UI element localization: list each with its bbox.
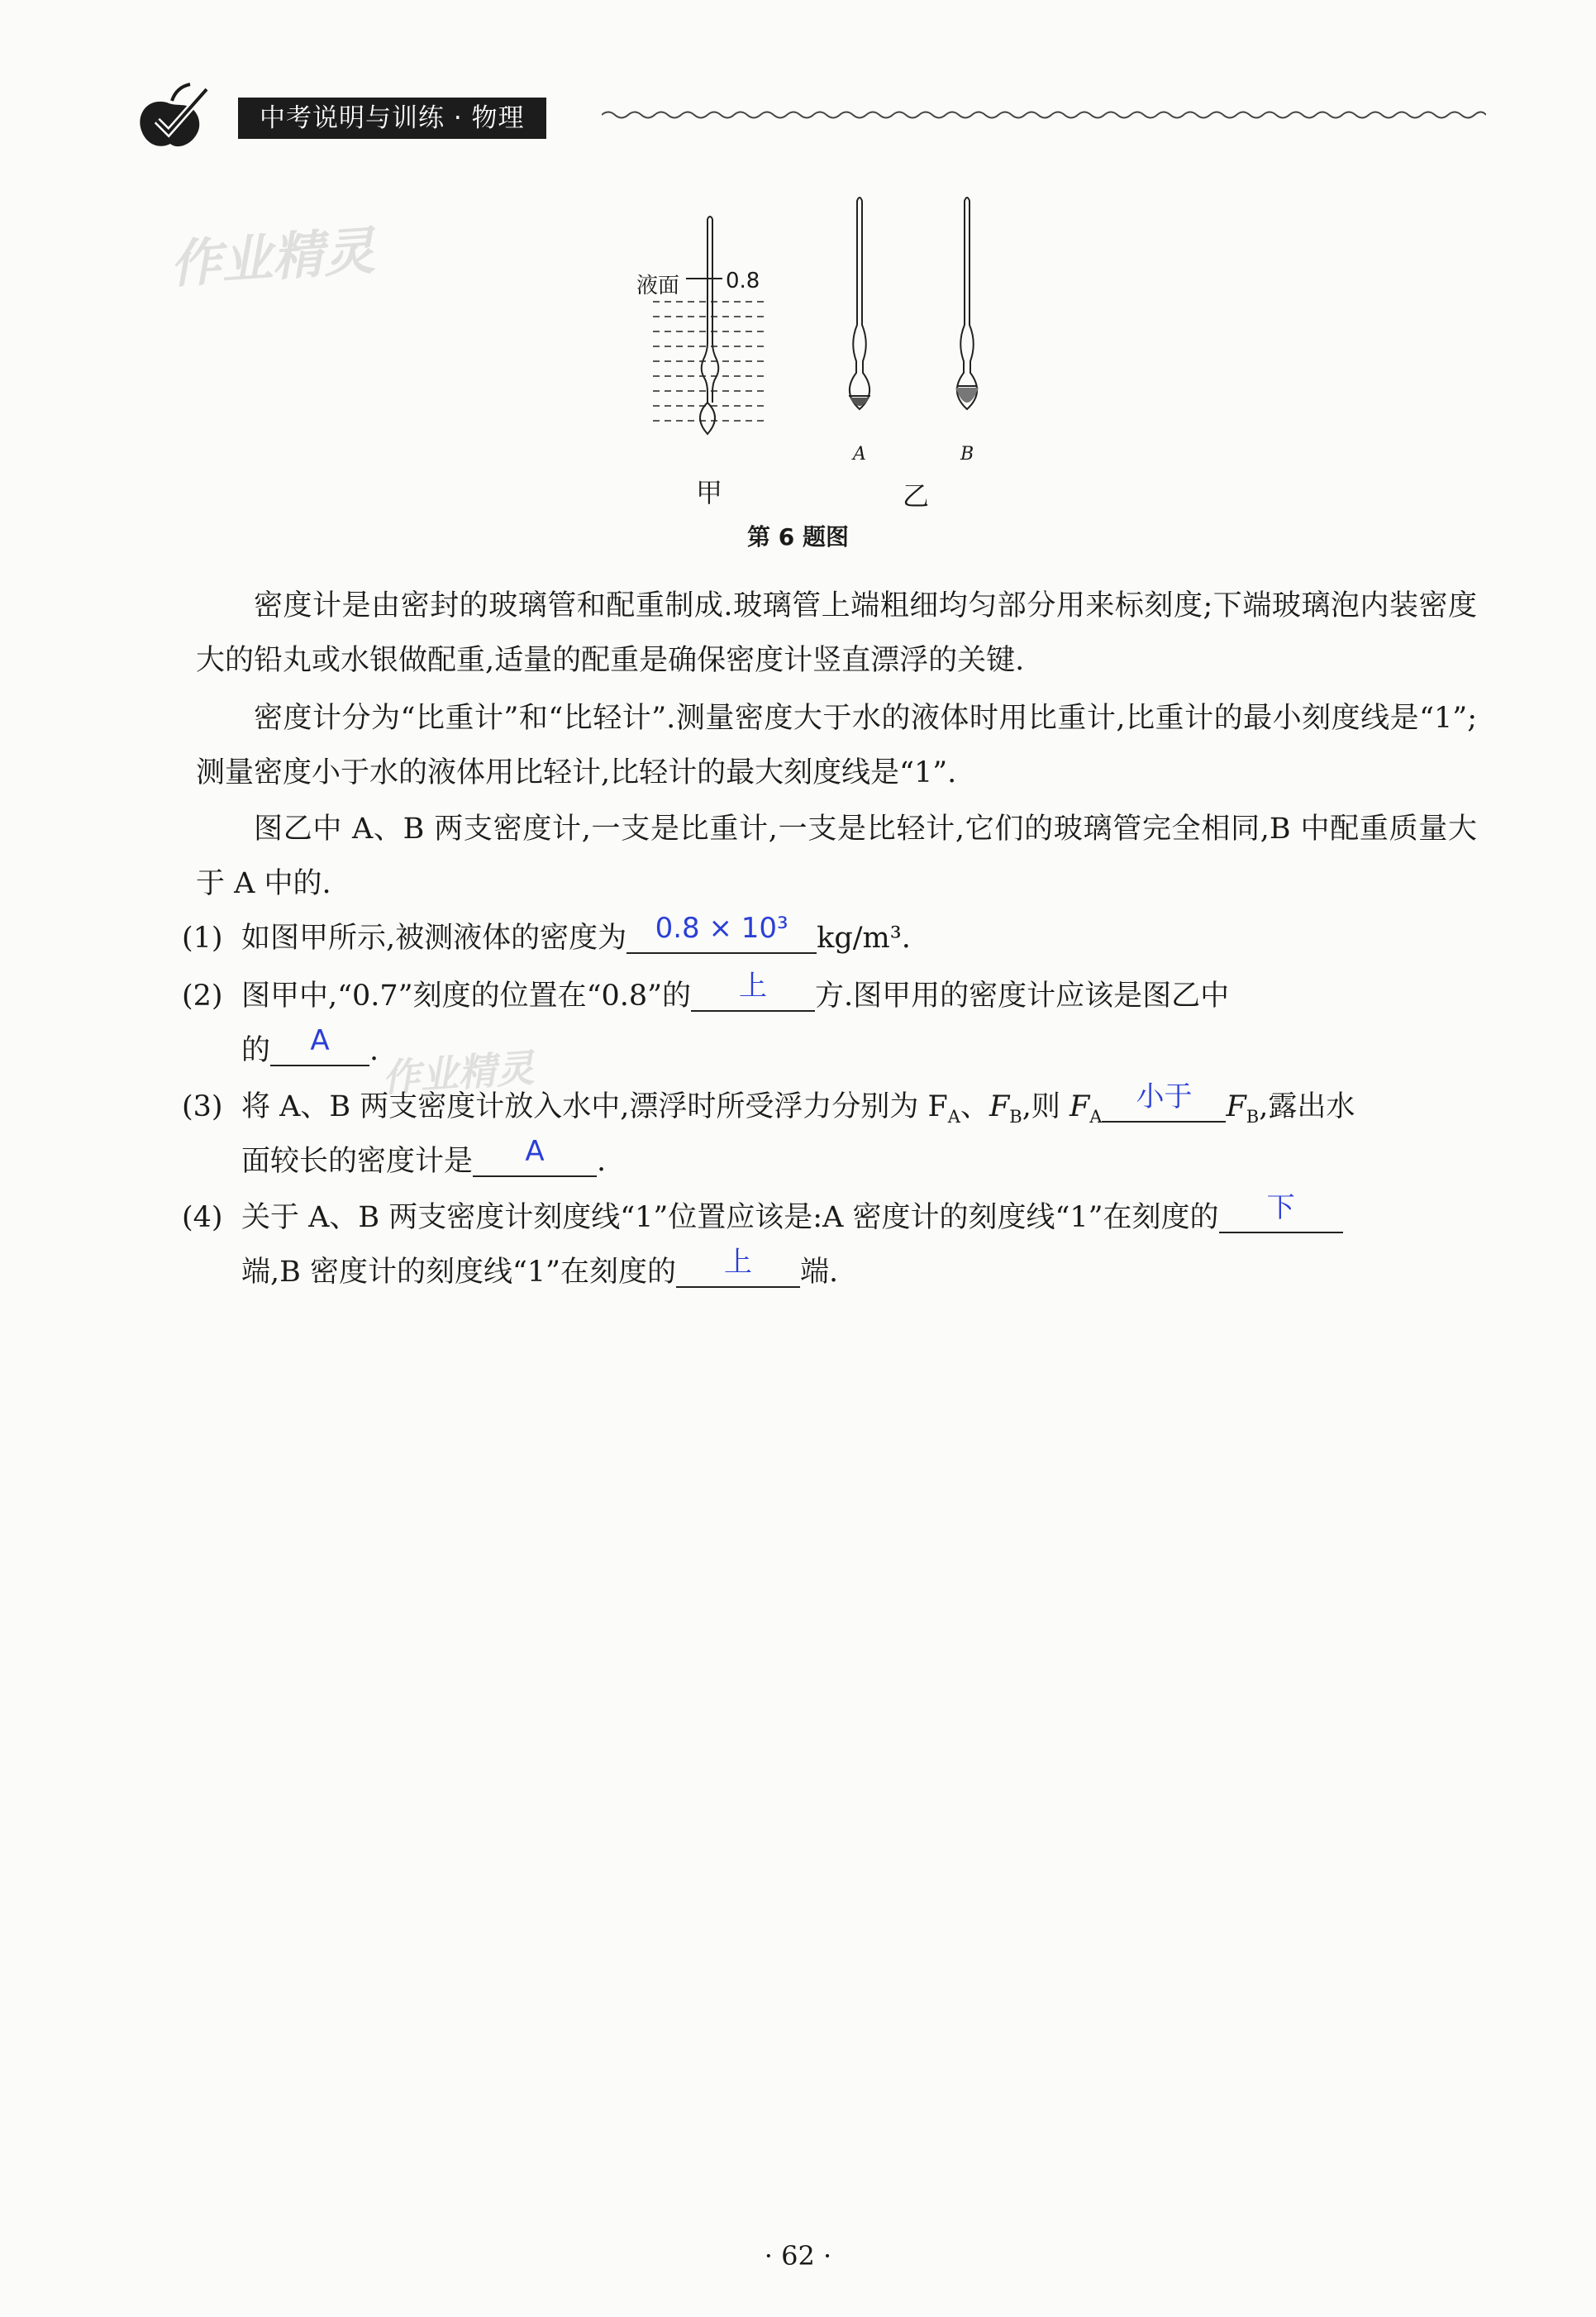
question-2 [182,969,1479,1023]
question-text: ,露出水 [1259,1090,1355,1123]
question-number: (4) [182,1201,223,1234]
question-1 [182,911,1479,965]
page-number: · 62 · [764,2240,832,2272]
answer-value: 下 [1266,1191,1295,1224]
scale-value: 0.8 [726,269,760,293]
question-2-line2 [182,1023,1479,1078]
question-text: . [369,1034,379,1067]
liquid-lines [653,302,765,421]
answer-value: 上 [739,970,768,1003]
answer-value: A [525,1135,545,1168]
watermark: 作业精灵 [168,220,377,295]
question-text: 如图甲所示,被测液体的密度为 [241,922,627,955]
question-4-line2 [182,1245,1479,1299]
page-header [0,0,1596,157]
answer-blank[interactable] [626,912,817,954]
question-text: 端,B 密度计的刻度线“1”在刻度的 [241,1256,677,1289]
answer-blank[interactable] [270,1024,369,1066]
answer-value: 0.8 × 10³ [655,912,788,945]
question-text: 图甲中,“0.7”刻度的位置在“0.8”的 [241,980,692,1013]
answer-value: A [310,1024,330,1057]
label-b: B [960,444,974,465]
hydrometer-diagram [612,186,1058,508]
hydrometer-figure [612,186,1058,512]
answer-blank[interactable] [473,1135,597,1177]
question-text: 的 [241,1034,271,1067]
header-title: 中考说明与训练 · 物理 [238,98,546,139]
question-unit: kg/m³. [817,922,911,955]
answer-blank[interactable] [1219,1191,1343,1233]
surface-label: 液面 [636,274,680,298]
answer-blank[interactable] [1102,1080,1226,1123]
question-number: (3) [182,1090,223,1123]
paragraph-1: 密度计是由密封的玻璃管和配重制成.玻璃管上端粗细均匀部分用来标刻度;下端玻璃泡内装密度大的铅丸或水银做配重,适量的配重是确保密度计竖直漂浮的关键. [196,589,1477,677]
question-number: (2) [182,980,223,1013]
question-text: 端. [800,1256,839,1289]
figure-caption: 第 6 题图 [747,523,849,551]
label-a: A [853,444,866,465]
answer-value: 上 [724,1246,753,1279]
hydrometer-a [849,198,870,409]
apple-check-logo-icon [132,79,215,154]
hydrometer-b [957,198,977,409]
question-3: (3) 将 A、B 两支密度计放入水中,漂浮时所受浮力分别为 $F_A$、$F_B$,则 $F_A$ 小于 $F_B$,露出水 [182,1080,1479,1144]
question-text: . [597,1145,607,1178]
label-yi: 乙 [903,480,930,512]
watermark: 作业精灵 [380,1045,536,1101]
answer-value: 小于 [1136,1080,1193,1113]
question-text: 面较长的密度计是 [241,1145,474,1178]
question-text: 方.图甲用的密度计应该是图乙中 [815,980,1230,1013]
header-wave-divider [602,103,1486,127]
question-text: 关于 A、B 两支密度计刻度线“1”位置应该是:A 密度计的刻度线“1”在刻度的 [241,1201,1219,1234]
question-4 [182,1190,1479,1245]
label-jia: 甲 [696,477,723,508]
hydrometer-jia [700,217,722,434]
question-text: 将 A、B 两支密度计放入水中,漂浮时所受浮力分别为 F [241,1090,948,1123]
paragraph-2: 密度计分为“比重计”和“比轻计”.测量密度大于水的液体时用比重计,比重计的最小刻度线是“1”;测量密度小于水的液体用比轻计,比轻计的最大刻度线是“1”. [196,702,1477,789]
paragraph-3: 图乙中 A、B 两支密度计,一支是比重计,一支是比轻计,它们的玻璃管完全相同,B 中配重质量大于 A 中的. [196,813,1477,900]
answer-blank[interactable] [691,970,815,1012]
question-number: (1) [182,922,223,955]
answer-blank[interactable] [676,1246,800,1288]
